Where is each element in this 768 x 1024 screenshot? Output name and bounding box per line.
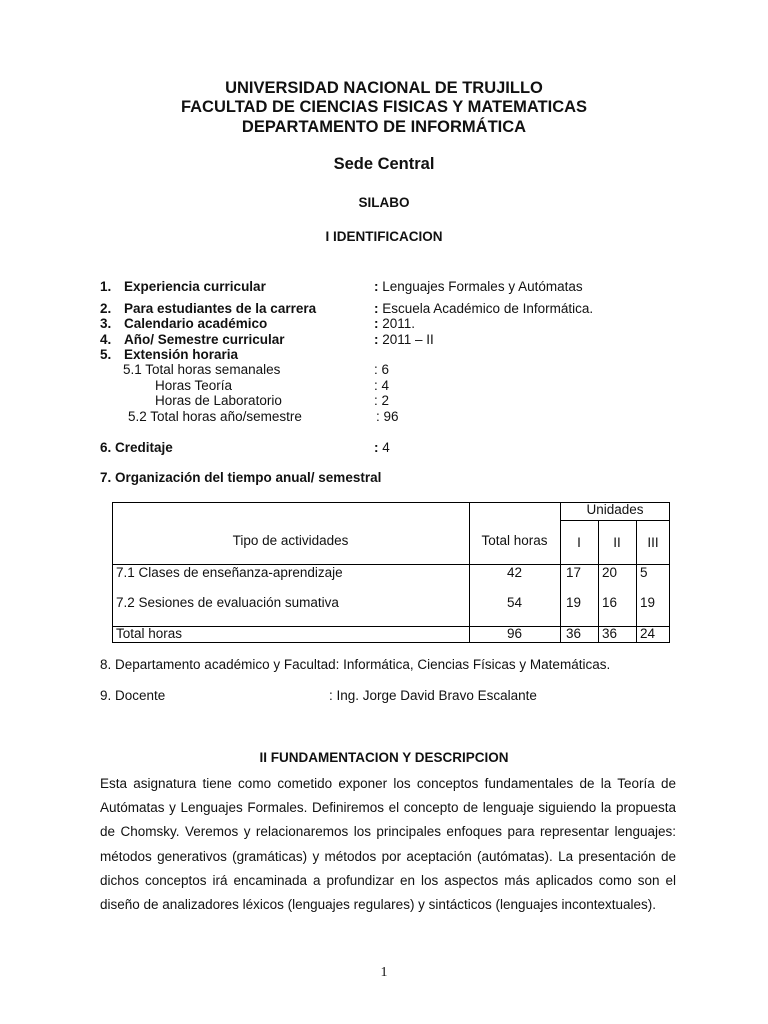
section-2-title: II FUNDAMENTACION Y DESCRIPCION: [259, 750, 509, 765]
table-row-1-unit-2: 20: [602, 565, 618, 580]
total-hours-value: : 96: [376, 409, 399, 424]
hours-table: [112, 502, 670, 643]
table-row-1-unit-1: 17: [566, 565, 582, 580]
teacher-label: 9. Docente: [100, 688, 166, 703]
lab-hours-value: : 2: [374, 393, 390, 408]
item-2-value: : Escuela Académico de Informática.: [374, 301, 594, 316]
table-row-1-activity: 7.1 Clases de enseñanza-aprendizaje: [116, 565, 343, 580]
table-footer-unit-3: 24: [640, 626, 656, 641]
time-organization-title: 7. Organización del tiempo anual/ semestral: [100, 470, 382, 485]
unit-3-header: III: [647, 535, 659, 550]
unit-1-header: I: [577, 535, 581, 550]
table-row-2-activity: 7.2 Sesiones de evaluación sumativa: [116, 595, 339, 610]
item-3-label: 3. Calendario académico: [100, 316, 268, 331]
unit-2-header: II: [613, 535, 621, 550]
theory-hours-label: Horas Teoría: [155, 378, 233, 393]
table-row-2-unit-3: 19: [640, 595, 656, 610]
theory-hours-value: : 4: [374, 378, 390, 393]
section-1-title: I IDENTIFICACION: [325, 229, 443, 244]
total-hours-column-header: Total horas: [481, 533, 548, 548]
department-line: 8. Departamento académico y Facultad: Informática, Ciencias Físicas y Matemáticas.: [100, 657, 611, 672]
total-hours-label: 5.2 Total horas año/semestre: [128, 409, 302, 424]
weekly-hours-label: 5.1 Total horas semanales: [123, 362, 281, 377]
item-5-label: 5. Extensión horaria: [100, 347, 239, 362]
faculty-name: FACULTAD DE CIENCIAS FISICAS Y MATEMATICAS: [180, 98, 588, 116]
item-1-label: 1. Experiencia curricular: [100, 279, 266, 294]
item-1-value: : Lenguajes Formales y Autómatas: [374, 279, 583, 294]
table-row-2-unit-2: 16: [602, 595, 618, 610]
activity-column-header: Tipo de actividades: [232, 533, 349, 548]
credits-label: 6. Creditaje: [100, 440, 173, 455]
page-number: 1: [380, 965, 388, 980]
university-name: UNIVERSIDAD NACIONAL DE TRUJILLO: [225, 79, 543, 97]
item-3-value: : 2011.: [374, 316, 416, 331]
lab-hours-label: Horas de Laboratorio: [155, 393, 282, 408]
table-footer-unit-2: 36: [602, 626, 618, 641]
table-row-2-unit-1: 19: [566, 595, 582, 610]
weekly-hours-value: : 6: [374, 362, 390, 377]
table-footer-label: Total horas: [116, 626, 183, 641]
table-footer-total: 96: [506, 626, 523, 641]
item-4-label: 4. Año/ Semestre curricular: [100, 332, 285, 347]
department-name: DEPARTAMENTO DE INFORMÁTICA: [241, 118, 527, 136]
table-row-2-total: 54: [506, 595, 523, 610]
teacher-value: : Ing. Jorge David Bravo Escalante: [329, 688, 537, 703]
units-column-header: Unidades: [586, 502, 644, 517]
item-4-value: : 2011 – II: [374, 332, 434, 347]
table-footer-unit-1: 36: [566, 626, 582, 641]
item-2-label: 2. Para estudiantes de la carrera: [100, 301, 317, 316]
table-row-1-unit-3: 5: [640, 565, 648, 580]
description-paragraph: Esta asignatura tiene como cometido exponer los conceptos fundamentales de la Teoría de Autómatas y Lenguajes Formales. Definiremos el concepto de lenguaje siguiendo la propuesta de Chomsky. Veremos y relacionaremos los principales enfoques para representar lenguajes: métodos generativos (gramáticas) y métodos por aceptación (autómatas). La presentación de dichos conceptos irá encaminada a profundizar en los aspectos más aplicados como son el diseño de analizadores léxicos (lenguajes regulares) y sintácticos (lenguajes incontextuales).: [100, 776, 676, 913]
table-row-1-total: 42: [506, 565, 523, 580]
credits-value: : 4: [374, 440, 390, 455]
document-type: SILABO: [358, 195, 410, 210]
campus-title: Sede Central: [333, 155, 435, 173]
